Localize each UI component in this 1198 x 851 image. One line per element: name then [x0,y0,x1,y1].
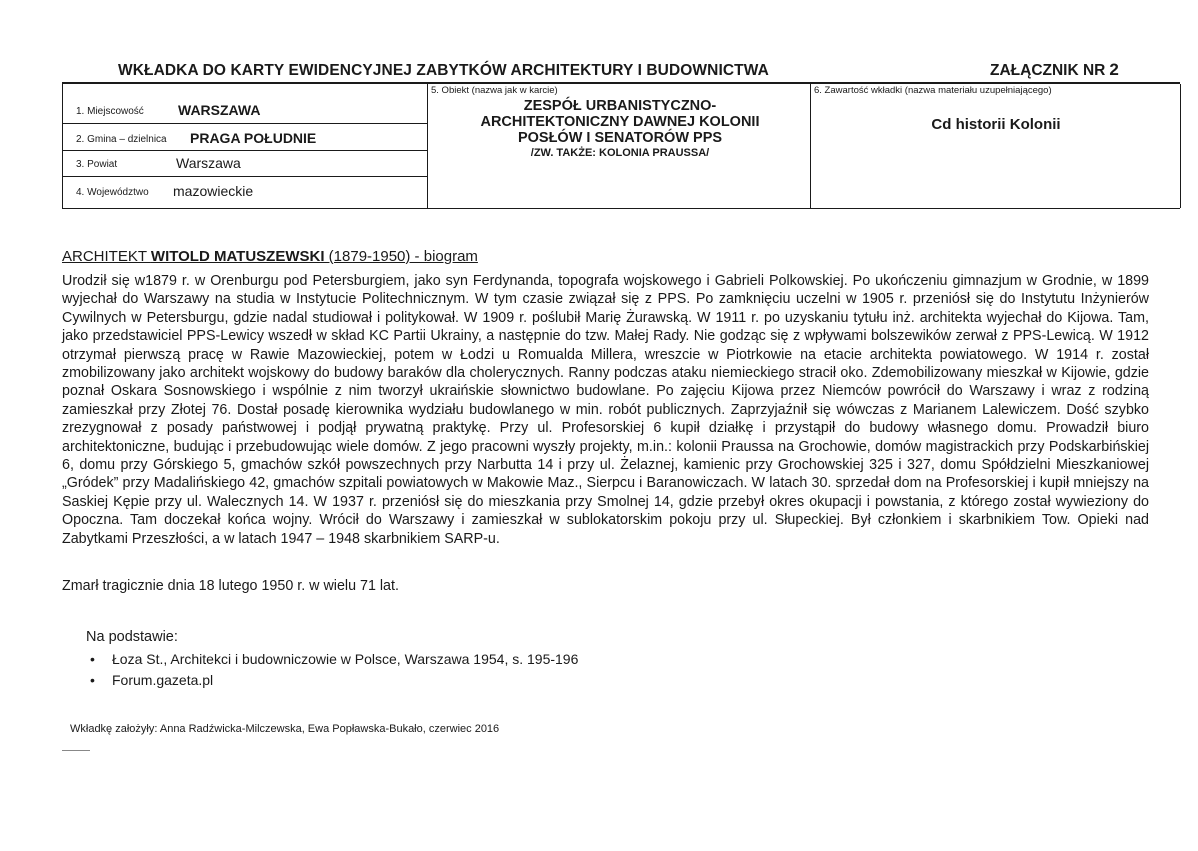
zawartosc-value: Cd historii Kolonii [931,116,1061,133]
footer-rule [62,750,90,751]
miejscowosc-label: 1. Miejscowość [76,106,144,117]
obiekt-line-1: ZESPÓŁ URBANISTYCZNO- [523,98,717,114]
annex-number: 2 [1109,60,1119,79]
list-item: • Łoza St., Architekci i budowniczowie w Polsce, Warszawa 1954, s. 195-196 [86,649,578,670]
powiat-label: 3. Powiat [76,159,118,170]
row-divider-2 [62,150,427,151]
header-rule [62,82,1180,84]
box-right-border [1180,84,1181,208]
heading-name: WITOLD MATUSZEWSKI [150,248,325,265]
sources-heading: Na podstawie: [86,629,178,645]
obiekt-name [430,98,810,160]
article-paragraph: Urodził się w1879 r. w Orenburgu pod Petersburgiem, jako syn Ferdynanda, topografa wojskowego i Gabrieli Polkowskiej. Po ukończeniu gimnazjum w Grodnie, w 1899 wyjechał do Warszawy na studia w Instytucie Politechnicznym. W tym czasie związał się z PPS. Po zamknięciu uczelni w 1905 r. przeniósł się do Instytutu Inżynierów Cywilnych w Petersburgu, gdzie nadal studiował i politykował. W 1909 r. poślubił Marię Żurawską. W 1911 r. po uzyskaniu tytułu inż. architekta wyjechał do Kijowa. Tam, jako przedstawiciel PPS-Lewicy wszedł w skład KC Partii Ukrainy, a następnie do tzw. Małej Rady. Nie godząc się z wpływami bolszewików zerwał z PPS-Lewicą. W 1912 otrzymał pierwszą pracę w Rawie Mazowieckiej, potem w Łodzi u Romualda Millera, wreszcie w Piotrkowie na etacie architekta powiatowego. W 1914 r. został zmobilizowany jako architekt wojskowy do budowy baraków dla cholerycznych. Ranny podczas ataku niemieckiego stracił oko. Zdemobilizowany mieszkał w Kijowie, gdzie poznał Oskara Sosnowskiego i wspólnie z nim tworzył ukraińskie słownictwo budowlane. Po zajęciu Kijowa przez Niemców powrócił do Warszawy i wraz z rodziną zamieszkał przy Złotej 76. Dostał posadę kierownika wydziału budowlanego w min. robót publicznych. Zaprzyjaźnił się wówczas z Marianem Lalewiczem. Dość szybko zrezygnował z posady państwowej i podjął prywatną praktykę. Przy ul. Profesorskiej 6 kupił działkę i przystąpił do budowy własnego domu. Prowadził biuro architektoniczne, budując i przebudowując wiele domów. Z jego pracowni wyszły projekty, m.in.: kolonii Praussa na Grochowie, domów magistrackich przy Podskarbińskiej 6, domu przy Górskiego 5, gmachów szkół powszechnych przy Narbutta 14 i przy ul. Żelaznej, kamienic przy Grochowskiej 325 i 327, domu Spółdzielni Mieszkaniowej „Gródek” przy Madalińskiego 42, gmachów szpitali powiatowych w Makowie Maz., Sierpcu i Baranowiczach. W latach 30. sprzedał dom na Profesorskiej i kupił mniejszy na Saskiej Kępie przy ul. Walecznych 14. W 1937 r. przeniósł się do mieszkania przy Smolnej 14, gdzie przebył okres okupacji i powstania, z którego został wywieziony do Opoczna. Tam doczekał końca wojny. Wrócił do Warszawy i zamieszkał w sublokatorskim pokoju przy ul. Słupeckiej. Był członkiem i skarbnikiem Tow. Opieki nad Zabytkami Przeszłości, a w latach 1947 – 1948 skarbnikiem SARP-u. [62,273,1149,547]
article-heading [62,248,478,265]
list-item: • Forum.gazeta.pl [86,670,578,691]
obiekt-line-4: /ZW. TAKŻE: KOLONIA PRAUSSA/ [530,147,710,159]
article-died: Zmarł tragicznie dnia 18 lutego 1950 r. w wielu 71 lat. [62,578,399,594]
sources-list [86,649,578,691]
miejscowosc-value: WARSZAWA [178,102,261,118]
obiekt-line-3: POSŁÓW I SENATORÓW PPS [517,130,723,146]
heading-prefix: ARCHITEKT [62,248,151,265]
form-title: WKŁADKA DO KARTY EWIDENCYJNEJ ZABYTKÓW ARCHITEKTURY I BUDOWNICTWA [118,62,769,79]
gmina-value: PRAGA POŁUDNIE [190,130,317,146]
box-divider-2 [810,84,811,208]
box-divider-1 [427,84,428,208]
box-bottom-border [62,208,1180,209]
row-divider-1 [62,123,427,124]
obiekt-label: 5. Obiekt (nazwa jak w karcie) [431,85,558,96]
zawartosc-label: 6. Zawartość wkładki (nazwa materiału uzupełniającego) [814,85,1052,96]
box-left-border [62,84,63,208]
gmina-label: 2. Gmina – dzielnica [76,134,167,145]
annex-label [990,60,1119,80]
annex-label-text: ZAŁĄCZNIK NR [990,62,1106,79]
footer-authors: Wkładkę założyły: Anna Radźwicka-Milczewska, Ewa Popławska-Bukało, czerwiec 2016 [70,723,500,735]
obiekt-line-2: ARCHITEKTONICZNY DAWNEJ KOLONII [480,114,760,130]
row-divider-3 [62,176,427,177]
wojewodztwo-value: mazowieckie [173,183,254,199]
article-body [62,272,1149,548]
wojewodztwo-label: 4. Województwo [76,187,149,198]
heading-suffix: (1879-1950) - biogram [324,248,478,265]
powiat-value: Warszawa [176,155,241,171]
